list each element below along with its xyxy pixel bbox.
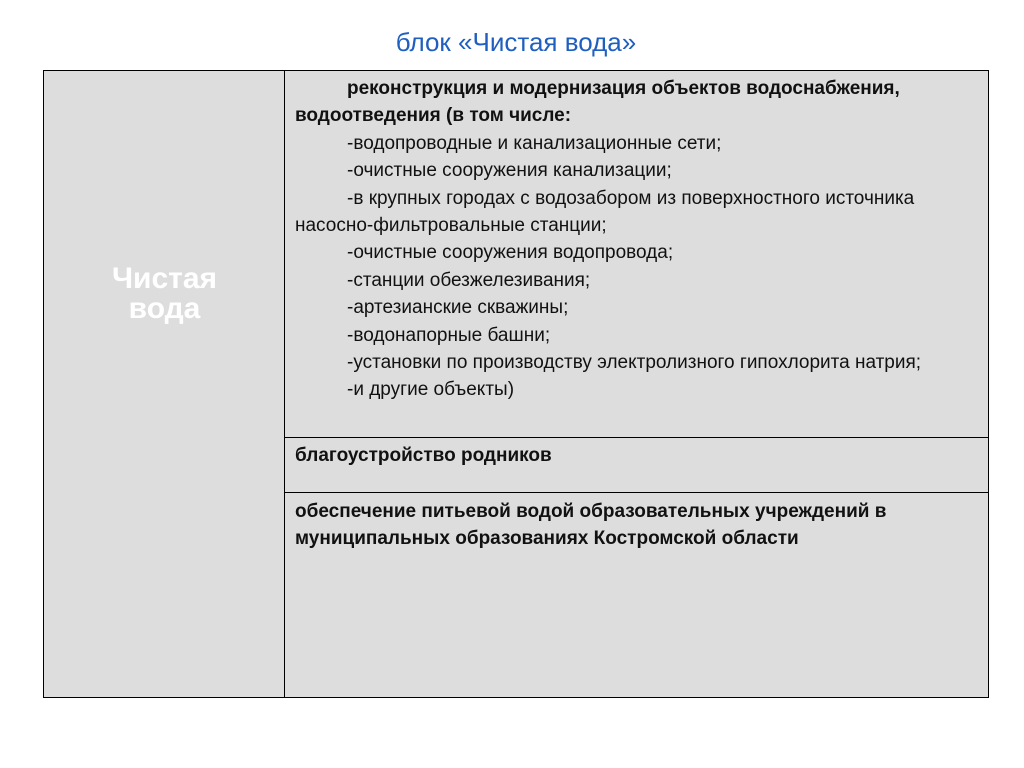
list-item: -установки по производству электролизного гипохлорита натрия; bbox=[347, 352, 922, 374]
list-item: -артезианские скважины; bbox=[347, 297, 569, 319]
list-item: -очистные сооружения канализации; bbox=[347, 160, 672, 182]
measure-cell-springs bbox=[285, 437, 988, 492]
measures-column bbox=[285, 71, 988, 697]
measure-cell-reconstruction bbox=[285, 75, 988, 435]
drinking-water-text: обеспечение питьевой водой образовательных учреждений в муниципальных образованиях Костромской области bbox=[295, 501, 887, 550]
reconstruction-heading: реконструкция и модернизация объектов водоснабжения, водоотведения (в том числе: bbox=[295, 78, 900, 127]
list-item: -водонапорные башни; bbox=[347, 324, 551, 346]
page-title: блок «Чистая вода» bbox=[395, 27, 637, 57]
list-item: -и другие объекты) bbox=[347, 379, 515, 401]
block-name-label: Чистая вода bbox=[111, 262, 218, 325]
program-table bbox=[43, 70, 989, 698]
list-item: -в крупных городах с водозабором из поверхностного источника насосно-фильтровальные станции; bbox=[295, 187, 915, 237]
list-item: -очистные сооружения водопровода; bbox=[347, 242, 674, 264]
list-item: -водопроводные и канализационные сети; bbox=[347, 132, 722, 154]
measure-cell-drinking-water bbox=[285, 492, 988, 697]
block-name-cell bbox=[44, 71, 285, 697]
springs-text: благоустройство родников bbox=[295, 445, 552, 466]
list-item: -станции обезжелезивания; bbox=[347, 269, 591, 291]
